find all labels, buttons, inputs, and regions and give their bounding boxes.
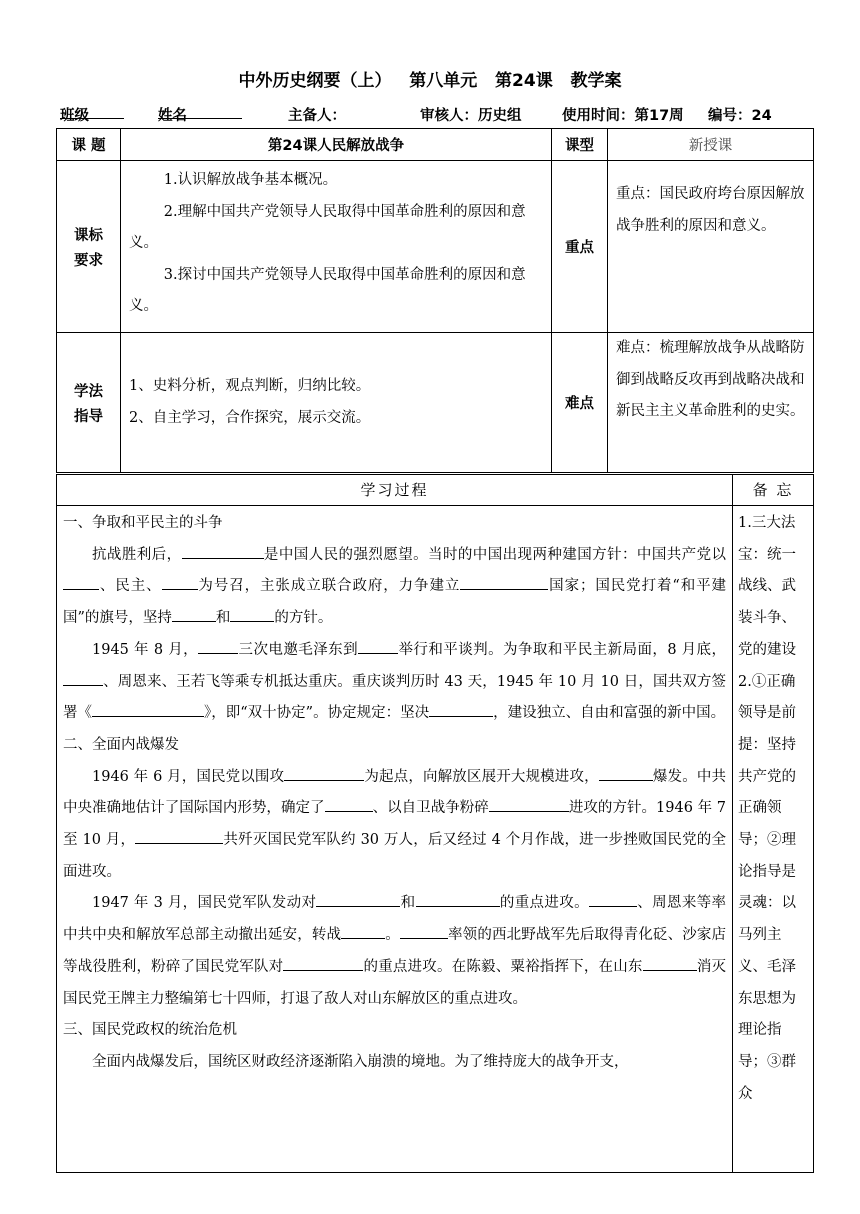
- standard-item: 1.认识解放战争基本概况。: [163, 172, 338, 188]
- type-value: 新授课: [608, 129, 814, 161]
- type-label: 课型: [552, 129, 608, 161]
- reviewer: 审核人：历史组: [420, 108, 522, 124]
- notes-cell: [733, 506, 814, 1173]
- key-label: 重点: [552, 161, 608, 333]
- doc-number: 编号：24: [708, 108, 772, 124]
- method-label: 学法 指导: [57, 333, 121, 473]
- paragraph-5: 全面内战爆发后，国统区财政经济逐渐陷入崩溃的境地。为了维持庞大的战争开支，: [92, 1053, 629, 1070]
- info-table: [56, 128, 814, 473]
- standards-label: 课标 要求: [57, 161, 121, 333]
- key-cell: 重点：国民政府垮台原因解放战争胜利的原因和意义。: [608, 161, 814, 333]
- notes-text: 1.三大法宝：统一战线、武装斗争、党的建设2.①正确领导是前提：坚持共产党的正确领导；②理论指导是灵魂：以马列主义、毛泽东思想为理论指导；③群众: [738, 515, 796, 1102]
- usage-time: 使用时间：第17周: [562, 108, 684, 124]
- section-title-3: 三、国民党政权的统治危机: [63, 1022, 237, 1039]
- notes-header: 备 忘: [733, 475, 814, 506]
- page-title: 中外历史纲要（上） 第八单元 第24课 教学案: [238, 71, 622, 91]
- process-body-cell: [57, 506, 733, 1173]
- paragraph-1: 抗战胜利后， 是中国人民的强烈愿望。当时的中国出现两种建国方针：中国共产党以、民主、 为号召，主张成立联合政府，力争建立 国家；国民党打着“和平建国”的旗号，坚持 和 的方针。: [63, 540, 726, 635]
- paragraph-4: 1947 年 3 月，国民党军队发动对 和 的重点进攻。 、周恩来等率中共中央和解放军总部主动撤出延安，转战 。 率领的西北野战军先后取得青化砭、沙家店等战役胜利，粉碎了国民党军队对 的重点进攻。在陈毅、粟裕指挥下，在山东 消灭国民党王牌主力整编第七十四师，打退了敌人对山东解放区的重点进攻。: [63, 888, 726, 1015]
- class-label: 班级: [60, 108, 89, 124]
- difficulty-cell: 难点：梳理解放战争从战略防御到战略反攻再到战略决战和新民主主义革命胜利的史实。: [608, 333, 814, 473]
- info-line: [56, 104, 811, 126]
- preparer-label: 主备人：: [288, 108, 346, 124]
- method-item: 2、自主学习，合作探究，展示交流。: [129, 409, 371, 426]
- name-blank: [158, 104, 242, 119]
- standards-cell: [121, 161, 552, 333]
- paragraph-2: 1945 年 8 月， 三次电邀毛泽东到 举行和平谈判。为争取和平民主新局面，8 月底，、周恩来、王若飞等乘专机抵达重庆。重庆谈判历时 43 天，1945 年 10 月 10 日，国共双方签署《 》，即“双十协定”。协定规定：坚决 ，建设独立、自由和富强的新中国。: [63, 635, 726, 730]
- methods-cell: [121, 333, 552, 473]
- difficulty-label: 难点: [552, 333, 608, 473]
- standard-item: 3.探讨中国共产党领导人民取得中国革命胜利的原因和意义。: [129, 266, 526, 314]
- standard-item: 2.理解中国共产党领导人民取得中国革命胜利的原因和意义。: [129, 203, 526, 251]
- section-title-1: 一、争取和平民主的斗争: [63, 515, 223, 531]
- class-blank: [60, 104, 124, 119]
- method-item: 1、史料分析，观点判断，归纳比较。: [129, 378, 371, 394]
- process-header: 学习过程: [57, 475, 733, 506]
- process-table: [56, 474, 814, 1173]
- section-title-2: 二、全面内战爆发: [63, 736, 179, 753]
- topic-value: 第24课人民解放战争: [121, 129, 552, 161]
- paragraph-3: 1946 年 6 月，国民党以围攻 为起点，向解放区展开大规模进攻， 爆发。中共中央准确地估计了国际国内形势，确定了 、以自卫战争粉碎 进攻的方针。1946 年 7 至 10 月， 共歼灭国民党军队约 30 万人，后又经过 4 个月作战，进一步挫败国民党的全面进攻。: [63, 762, 726, 889]
- topic-label: 课 题: [57, 129, 121, 161]
- name-label: 姓名: [158, 108, 187, 124]
